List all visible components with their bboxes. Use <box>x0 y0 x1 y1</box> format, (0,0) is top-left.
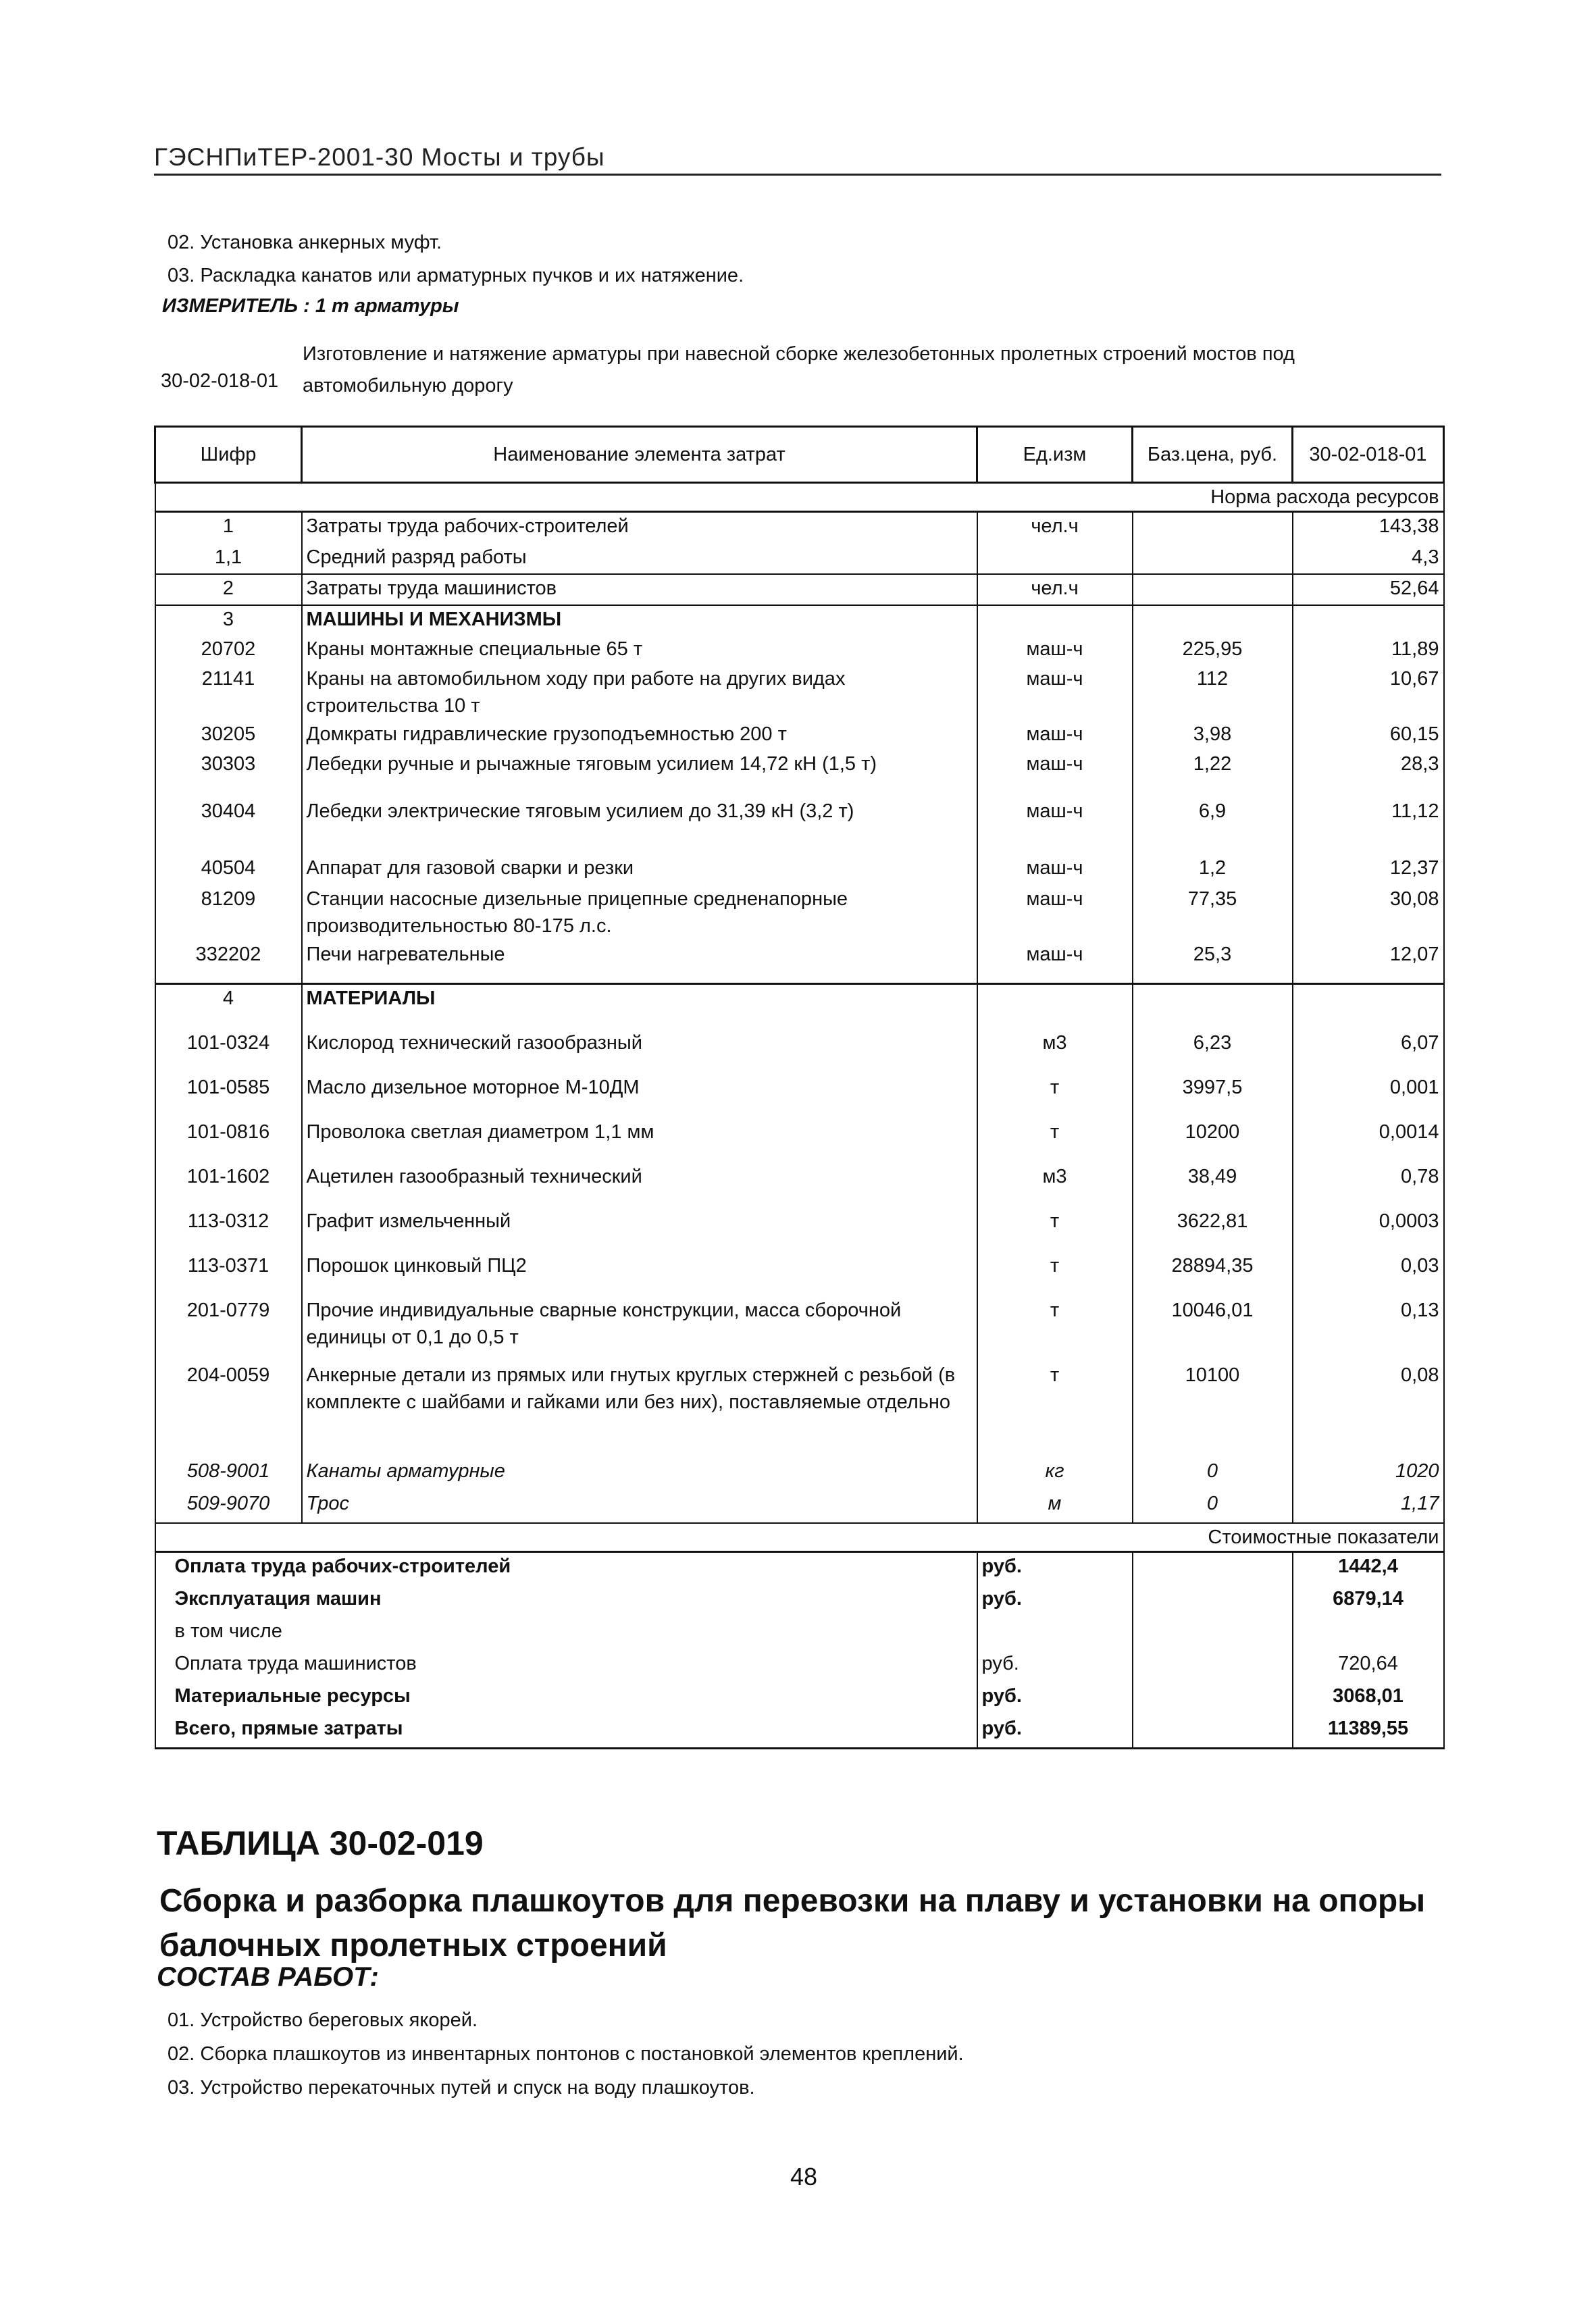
table-row <box>155 1252 1444 1297</box>
cell-price: 0 <box>1133 1490 1293 1523</box>
cell-unit: маш-ч <box>977 636 1133 665</box>
cell-code: 509-9070 <box>155 1490 302 1523</box>
cost-unit: руб. <box>977 1715 1133 1749</box>
table-row <box>155 854 1444 885</box>
cell-unit: т <box>977 1208 1133 1252</box>
table-row <box>155 750 1444 798</box>
cell-name: Кислород технический газообразный <box>302 1029 977 1074</box>
cell-name: Краны на автомобильном ходу при работе на других видах строительства 10 т <box>302 665 977 721</box>
cell-price: 3,98 <box>1133 721 1293 750</box>
cell-price <box>1133 574 1293 605</box>
cell-name: Трос <box>302 1490 977 1523</box>
cell-name: Анкерные детали из прямых или гнутых круглых стержней с резьбой (в комплекте с шайбами и гайками или без них), поставляемые отдельно <box>302 1362 977 1458</box>
cell-price: 77,35 <box>1133 885 1293 941</box>
cell-price: 1,2 <box>1133 854 1293 885</box>
cell-code: 2 <box>155 574 302 605</box>
cost-unit: руб. <box>977 1650 1133 1682</box>
cell-value: 0,03 <box>1293 1252 1444 1297</box>
cell-value: 0,78 <box>1293 1163 1444 1208</box>
cell-unit <box>977 984 1133 1030</box>
cell-price <box>1133 984 1293 1030</box>
cell-name: Затраты труда рабочих-строителей <box>302 512 977 544</box>
cell-code: 508-9001 <box>155 1458 302 1490</box>
cost-value <box>1293 1618 1444 1650</box>
cell-unit: маш-ч <box>977 941 1133 984</box>
cell-value: 0,08 <box>1293 1362 1444 1458</box>
cell-name: МАТЕРИАЛЫ <box>302 984 977 1030</box>
cost-row <box>155 1682 1444 1715</box>
cell-name: Печи нагревательные <box>302 941 977 984</box>
cell-value: 143,38 <box>1293 512 1444 544</box>
cell-code: 101-1602 <box>155 1163 302 1208</box>
resource-norm-table <box>154 426 1445 1749</box>
operation-item: 01. Устройство береговых якорей. <box>168 2009 478 2031</box>
cell-code: 332202 <box>155 941 302 984</box>
cell-value <box>1293 605 1444 636</box>
cell-price: 38,49 <box>1133 1163 1293 1208</box>
header-name: Наименование элемента затрат <box>302 427 977 483</box>
cell-code: 20702 <box>155 636 302 665</box>
cell-price <box>1133 605 1293 636</box>
cost-unit: руб. <box>977 1552 1133 1586</box>
cell-price: 1,22 <box>1133 750 1293 798</box>
cell-price: 112 <box>1133 665 1293 721</box>
cost-value: 3068,01 <box>1293 1682 1444 1715</box>
cell-value: 0,001 <box>1293 1074 1444 1119</box>
cell-code: 30404 <box>155 798 302 854</box>
header-code: Шифр <box>155 427 302 483</box>
cell-unit: чел.ч <box>977 574 1133 605</box>
cell-value: 1,17 <box>1293 1490 1444 1523</box>
cost-row <box>155 1715 1444 1749</box>
table-row <box>155 885 1444 941</box>
table-row <box>155 512 1444 544</box>
cell-unit: т <box>977 1074 1133 1119</box>
table-row <box>155 1208 1444 1252</box>
cell-name: Порошок цинковый ПЦ2 <box>302 1252 977 1297</box>
cell-unit: маш-ч <box>977 798 1133 854</box>
table-row <box>155 721 1444 750</box>
cell-value: 52,64 <box>1293 574 1444 605</box>
table-row <box>155 544 1444 574</box>
cell-price <box>1133 1682 1293 1715</box>
table-row <box>155 798 1444 854</box>
cost-row <box>155 1552 1444 1586</box>
cell-name: Графит измельченный <box>302 1208 977 1252</box>
cell-value: 12,37 <box>1293 854 1444 885</box>
cost-value: 6879,14 <box>1293 1585 1444 1618</box>
cell-unit <box>977 544 1133 574</box>
cell-code: 1,1 <box>155 544 302 574</box>
cell-code: 21141 <box>155 665 302 721</box>
cell-code: 4 <box>155 984 302 1030</box>
cell-unit: маш-ч <box>977 665 1133 721</box>
cost-row <box>155 1650 1444 1682</box>
cell-value: 60,15 <box>1293 721 1444 750</box>
cell-unit: м3 <box>977 1029 1133 1074</box>
cost-caption: Стоимостные показатели <box>155 1523 1444 1552</box>
cell-unit: маш-ч <box>977 885 1133 941</box>
cell-price: 10200 <box>1133 1119 1293 1163</box>
cell-code: 113-0312 <box>155 1208 302 1252</box>
cell-price <box>1133 1585 1293 1618</box>
cell-code: 101-0324 <box>155 1029 302 1074</box>
cell-value: 10,67 <box>1293 665 1444 721</box>
table-row <box>155 665 1444 721</box>
cell-price <box>1133 1552 1293 1586</box>
cost-label: Оплата труда машинистов <box>155 1650 977 1682</box>
cell-price: 225,95 <box>1133 636 1293 665</box>
table-row <box>155 1490 1444 1523</box>
cell-value: 6,07 <box>1293 1029 1444 1074</box>
cell-price <box>1133 1650 1293 1682</box>
table-row <box>155 941 1444 984</box>
cost-row <box>155 1585 1444 1618</box>
operation-item: 02. Установка анкерных муфт. <box>168 232 442 253</box>
cost-unit: руб. <box>977 1585 1133 1618</box>
cell-code: 40504 <box>155 854 302 885</box>
cost-label: Материальные ресурсы <box>155 1682 977 1715</box>
cell-name: Затраты труда машинистов <box>302 574 977 605</box>
cell-unit: м <box>977 1490 1133 1523</box>
cost-label: в том числе <box>155 1618 977 1650</box>
cell-value: 28,3 <box>1293 750 1444 798</box>
cost-value: 720,64 <box>1293 1650 1444 1682</box>
cell-name: Лебедки ручные и рычажные тяговым усилием 14,72 кН (1,5 т) <box>302 750 977 798</box>
header-divider <box>154 174 1441 176</box>
cost-unit: руб. <box>977 1682 1133 1715</box>
cell-price <box>1133 1715 1293 1749</box>
norm-caption-row <box>155 483 1444 512</box>
cell-unit: маш-ч <box>977 750 1133 798</box>
table-row <box>155 1163 1444 1208</box>
operation-item: 03. Устройство перекаточных путей и спуск на воду плашкоутов. <box>168 2077 755 2099</box>
cell-unit: кг <box>977 1458 1133 1490</box>
cost-row <box>155 1618 1444 1650</box>
table-row <box>155 1297 1444 1362</box>
cell-value: 0,0014 <box>1293 1119 1444 1163</box>
operation-item: 02. Сборка плашкоутов из инвентарных понтонов с постановкой элементов креплений. <box>168 2043 964 2065</box>
cell-value: 11,12 <box>1293 798 1444 854</box>
cell-code: 3 <box>155 605 302 636</box>
cell-value: 4,3 <box>1293 544 1444 574</box>
cell-value: 12,07 <box>1293 941 1444 984</box>
cost-unit <box>977 1618 1133 1650</box>
cell-code: 1 <box>155 512 302 544</box>
operation-item: 03. Раскладка канатов или арматурных пучков и их натяжение. <box>168 265 744 286</box>
cell-name: Станции насосные дизельные прицепные средненапорные производительностью 80-175 л.с. <box>302 885 977 941</box>
table-row <box>155 636 1444 665</box>
table-row <box>155 1458 1444 1490</box>
norm-code: 30-02-018-01 <box>161 370 279 392</box>
header-price: Баз.цена, руб. <box>1133 427 1293 483</box>
cell-name: Лебедки электрические тяговым усилием до 31,39 кН (3,2 т) <box>302 798 977 854</box>
next-table-subtitle: Сборка и разборка плашкоутов для перевозки на плаву и установки на опоры балочных пролетных строений <box>159 1883 1426 1963</box>
header-unit: Ед.изм <box>977 427 1133 483</box>
cell-price: 6,9 <box>1133 798 1293 854</box>
cell-value: 11,89 <box>1293 636 1444 665</box>
next-table-title: ТАБЛИЦА 30-02-019 <box>157 1824 484 1862</box>
cell-price <box>1133 544 1293 574</box>
page-number: 48 <box>790 2163 818 2190</box>
cell-unit: т <box>977 1297 1133 1362</box>
cell-code: 201-0779 <box>155 1297 302 1362</box>
table-row <box>155 574 1444 605</box>
cost-caption-row <box>155 1523 1444 1552</box>
cell-name: Аппарат для газовой сварки и резки <box>302 854 977 885</box>
cell-name: Канаты арматурные <box>302 1458 977 1490</box>
table-row <box>155 1074 1444 1119</box>
cell-name: Краны монтажные специальные 65 т <box>302 636 977 665</box>
cell-price <box>1133 512 1293 544</box>
cost-label: Всего, прямые затраты <box>155 1715 977 1749</box>
cell-code: 30303 <box>155 750 302 798</box>
norm-description: Изготовление и натяжение арматуры при навесной сборке железобетонных пролетных строений мостов под автомобильную дорогу <box>303 343 1295 396</box>
cell-code: 81209 <box>155 885 302 941</box>
cell-code: 113-0371 <box>155 1252 302 1297</box>
cell-unit: т <box>977 1119 1133 1163</box>
cell-value: 1020 <box>1293 1458 1444 1490</box>
table-header-row <box>155 427 1444 483</box>
cost-value: 11389,55 <box>1293 1715 1444 1749</box>
cell-name: МАШИНЫ И МЕХАНИЗМЫ <box>302 605 977 636</box>
cell-unit: маш-ч <box>977 721 1133 750</box>
cell-name: Ацетилен газообразный технический <box>302 1163 977 1208</box>
cell-value <box>1293 984 1444 1030</box>
work-composition-label: СОСТАВ РАБОТ: <box>157 1962 379 1992</box>
cell-unit: чел.ч <box>977 512 1133 544</box>
section-header-row <box>155 605 1444 636</box>
cost-label: Эксплуатация машин <box>155 1585 977 1618</box>
table-row <box>155 1119 1444 1163</box>
cell-unit: м3 <box>977 1163 1133 1208</box>
cell-name: Масло дизельное моторное М-10ДМ <box>302 1074 977 1119</box>
cell-unit: т <box>977 1252 1133 1297</box>
cell-price: 10046,01 <box>1133 1297 1293 1362</box>
cell-code: 204-0059 <box>155 1362 302 1458</box>
cell-price: 3622,81 <box>1133 1208 1293 1252</box>
page-header-title: ГЭСНПиТЕР-2001-30 Мосты и трубы <box>154 143 605 171</box>
cell-name: Средний разряд работы <box>302 544 977 574</box>
cell-unit <box>977 605 1133 636</box>
cell-price: 25,3 <box>1133 941 1293 984</box>
cell-unit: т <box>977 1362 1133 1458</box>
norm-caption: Норма расхода ресурсов <box>155 483 1444 512</box>
cell-unit: маш-ч <box>977 854 1133 885</box>
cell-name: Проволока светлая диаметром 1,1 мм <box>302 1119 977 1163</box>
table-row <box>155 1362 1444 1458</box>
cell-name: Прочие индивидуальные сварные конструкции, масса сборочной единицы от 0,1 до 0,5 т <box>302 1297 977 1362</box>
cell-price: 28894,35 <box>1133 1252 1293 1297</box>
cell-price: 3997,5 <box>1133 1074 1293 1119</box>
cell-price <box>1133 1618 1293 1650</box>
cell-value: 30,08 <box>1293 885 1444 941</box>
cell-code: 101-0585 <box>155 1074 302 1119</box>
cell-code: 30205 <box>155 721 302 750</box>
cost-value: 1442,4 <box>1293 1552 1444 1586</box>
cell-value: 0,0003 <box>1293 1208 1444 1252</box>
cell-price: 6,23 <box>1133 1029 1293 1074</box>
cost-label: Оплата труда рабочих-строителей <box>155 1552 977 1586</box>
header-norm: 30-02-018-01 <box>1293 427 1444 483</box>
table-row <box>155 1029 1444 1074</box>
cell-code: 101-0816 <box>155 1119 302 1163</box>
cell-name: Домкраты гидравлические грузоподъемностью 200 т <box>302 721 977 750</box>
meter-label: ИЗМЕРИТЕЛЬ : 1 т арматуры <box>162 295 459 317</box>
cell-price: 10100 <box>1133 1362 1293 1458</box>
section-header-row <box>155 984 1444 1030</box>
cell-value: 0,13 <box>1293 1297 1444 1362</box>
cell-price: 0 <box>1133 1458 1293 1490</box>
